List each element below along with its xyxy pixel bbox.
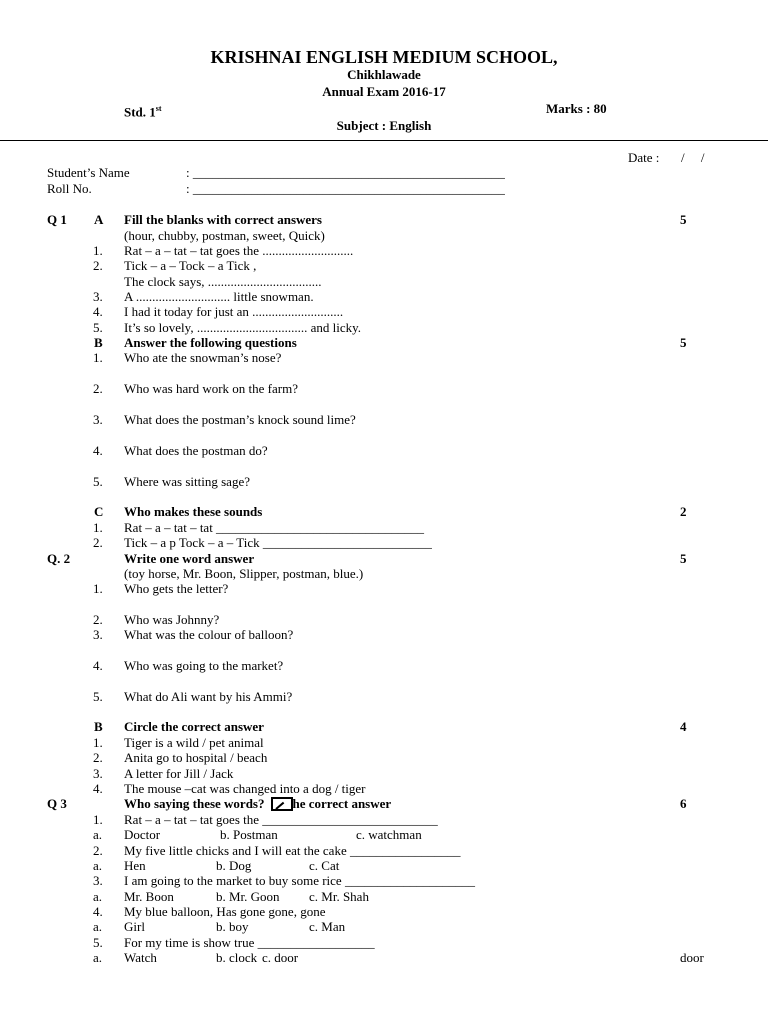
subject-title: Subject : English <box>336 118 432 133</box>
section-heading <box>124 504 262 519</box>
line-text: Who saying these words? <box>124 796 265 811</box>
item-number: 4. <box>93 658 103 673</box>
header-divider <box>0 140 768 141</box>
item-number: 1. <box>93 243 103 258</box>
line-text: Who makes these sounds <box>124 504 263 519</box>
option-choice: b. Postman <box>220 827 278 842</box>
question-text <box>124 243 353 258</box>
marks-total: Marks : 80 <box>546 101 607 116</box>
section-letter: A <box>94 212 104 227</box>
line-text: Fill the blanks with correct answers <box>124 212 322 227</box>
item-number: 1. <box>93 520 103 535</box>
item-number: 1. <box>93 735 103 750</box>
item-number: 4. <box>93 304 103 319</box>
question-text <box>124 612 219 627</box>
section-heading <box>124 719 264 734</box>
question-text <box>124 350 281 365</box>
item-number: a. <box>93 919 103 934</box>
question-text <box>124 766 233 781</box>
item-number: 1. <box>93 812 103 827</box>
item-number: 5. <box>93 474 103 489</box>
marks-value: door <box>680 950 704 965</box>
line-text: Rat – a – tat – tat goes the ............................ <box>124 243 354 258</box>
line-text: Who was hard work on the farm? <box>124 381 298 396</box>
item-number: 5. <box>93 320 103 335</box>
heading-continuation: he correct answer <box>292 796 392 811</box>
line-text: Circle the correct answer <box>124 719 264 734</box>
item-number: 2. <box>93 381 103 396</box>
question-text <box>124 289 314 304</box>
line-text: The mouse –cat was changed into a dog / tiger <box>124 781 366 796</box>
option-choice: b. clock <box>216 950 258 965</box>
question-text <box>124 412 356 427</box>
school-name: KRISHNAI ENGLISH MEDIUM SCHOOL, <box>210 47 558 67</box>
question-text <box>124 566 363 581</box>
line-text: I had it today for just an ............................ <box>124 304 344 319</box>
line-text: For my time is show true __________________ <box>124 935 375 950</box>
roll-no-blank: : ________________________________________________ <box>186 181 505 196</box>
line-text: Who was Johnny? <box>124 612 220 627</box>
option-choice: b. Dog <box>216 858 252 873</box>
line-text: Anita go to hospital / beach <box>124 750 268 765</box>
question-text <box>124 627 293 642</box>
line-text: Rat – a – tat – tat goes the ___________________________ <box>124 812 438 827</box>
question-text <box>124 689 292 704</box>
question-text <box>124 443 268 458</box>
marks-value: 4 <box>680 719 687 734</box>
line-text: My five little chicks and I will eat the cake _________________ <box>124 843 461 858</box>
line-text: My blue balloon, Has gone gone, gone <box>124 904 326 919</box>
item-number: 2. <box>93 750 103 765</box>
item-number: 3. <box>93 289 103 304</box>
section-letter: B <box>94 719 103 734</box>
marks-value: 6 <box>680 796 687 811</box>
line-text: The clock says, ................................... <box>124 274 322 289</box>
date-slashes: / / <box>681 150 705 165</box>
line-text: I am going to the market to buy some rice ____________________ <box>124 873 475 888</box>
option-choice: b. Mr. Goon <box>216 889 280 904</box>
option-choice: Mr. Boon <box>124 889 174 904</box>
question-text <box>124 581 228 596</box>
option-choice: b. boy <box>216 919 249 934</box>
item-number: 3. <box>93 766 103 781</box>
line-text: Tick – a – Tock – a Tick , <box>124 258 257 273</box>
line-text: Who gets the letter? <box>124 581 229 596</box>
question-text <box>124 520 424 535</box>
line-text: Write one word answer <box>124 551 255 566</box>
question-text <box>124 381 298 396</box>
item-number: 4. <box>93 781 103 796</box>
item-number: a. <box>93 950 103 965</box>
section-letter: C <box>94 504 104 519</box>
option-choice: c. Cat <box>309 858 340 873</box>
tick-checkbox-icon <box>271 797 293 811</box>
option-choice: Watch <box>124 950 157 965</box>
item-number: 2. <box>93 258 103 273</box>
option-choice: c. door <box>262 950 299 965</box>
option-choice: c. Man <box>309 919 346 934</box>
item-number: 1. <box>93 350 103 365</box>
marks-value: 2 <box>680 504 687 519</box>
line-text: Where was sitting sage? <box>124 474 250 489</box>
question-text <box>124 320 361 335</box>
line-text: Who was going to the market? <box>124 658 284 673</box>
section-heading <box>124 335 297 350</box>
option-choice: c. Mr. Shah <box>309 889 369 904</box>
line-text: Answer the following questions <box>124 335 297 350</box>
item-number: 4. <box>93 443 103 458</box>
question-text <box>124 258 256 273</box>
question-text <box>124 274 322 289</box>
question-text <box>124 735 264 750</box>
line-text: What does the postman do? <box>124 443 268 458</box>
line-text: Tiger is a wild / pet animal <box>124 735 264 750</box>
section-heading <box>124 212 322 227</box>
question-text <box>124 750 267 765</box>
item-number: 4. <box>93 904 103 919</box>
section-heading <box>124 796 391 811</box>
line-text: Tick – a p Tock – a – Tick __________________________ <box>124 535 432 550</box>
line-text: What was the colour of balloon? <box>124 627 294 642</box>
question-number: Q 1 <box>47 212 67 227</box>
line-text: A letter for Jill / Jack <box>124 766 234 781</box>
school-place: Chikhlawade <box>347 67 421 82</box>
question-text <box>124 935 375 950</box>
option-choice: Hen <box>124 858 146 873</box>
line-text: It’s so lovely, .................................. and licky. <box>124 320 361 335</box>
marks-value: 5 <box>680 551 687 566</box>
item-number: a. <box>93 827 103 842</box>
question-text <box>124 843 460 858</box>
marks-value: 5 <box>680 212 687 227</box>
line-text: (hour, chubby, postman, sweet, Quick) <box>124 228 325 243</box>
question-text <box>124 904 325 919</box>
item-number: a. <box>93 858 103 873</box>
marks-value: 5 <box>680 335 687 350</box>
question-text <box>124 658 283 673</box>
question-number: Q 3 <box>47 796 67 811</box>
line-text: What does the postman’s knock sound lime? <box>124 412 356 427</box>
question-number: Q. 2 <box>47 551 71 566</box>
roll-no-label: Roll No. <box>47 181 92 196</box>
line-text: Rat – a – tat – tat ________________________________ <box>124 520 425 535</box>
question-text <box>124 781 366 796</box>
item-number: 2. <box>93 612 103 627</box>
line-text: A ............................. little snowman. <box>124 289 314 304</box>
question-text <box>124 228 325 243</box>
item-number: 2. <box>93 535 103 550</box>
question-text <box>124 873 475 888</box>
item-number: 3. <box>93 627 103 642</box>
item-number: 5. <box>93 935 103 950</box>
section-heading <box>124 551 254 566</box>
option-choice: Doctor <box>124 827 161 842</box>
item-number: 5. <box>93 689 103 704</box>
question-text <box>124 474 250 489</box>
exam-title: Annual Exam 2016-17 <box>322 84 446 99</box>
option-choice: c. watchman <box>356 827 422 842</box>
question-text <box>124 812 438 827</box>
item-number: 3. <box>93 873 103 888</box>
section-letter: B <box>94 335 103 350</box>
option-choice: Girl <box>124 919 145 934</box>
line-text: Who ate the snowman’s nose? <box>124 350 282 365</box>
line-text: What do Ali want by his Ammi? <box>124 689 293 704</box>
item-number: a. <box>93 889 103 904</box>
line-text: (toy horse, Mr. Boon, Slipper, postman, blue.) <box>124 566 364 581</box>
question-text <box>124 304 343 319</box>
question-text <box>124 535 432 550</box>
item-number: 1. <box>93 581 103 596</box>
student-name-label: Student’s Name <box>47 165 130 180</box>
item-number: 2. <box>93 843 103 858</box>
item-number: 3. <box>93 412 103 427</box>
std-label: Std. 1st <box>124 104 162 120</box>
date-label: Date : <box>628 150 660 165</box>
student-name-blank: : ________________________________________________ <box>186 165 505 180</box>
